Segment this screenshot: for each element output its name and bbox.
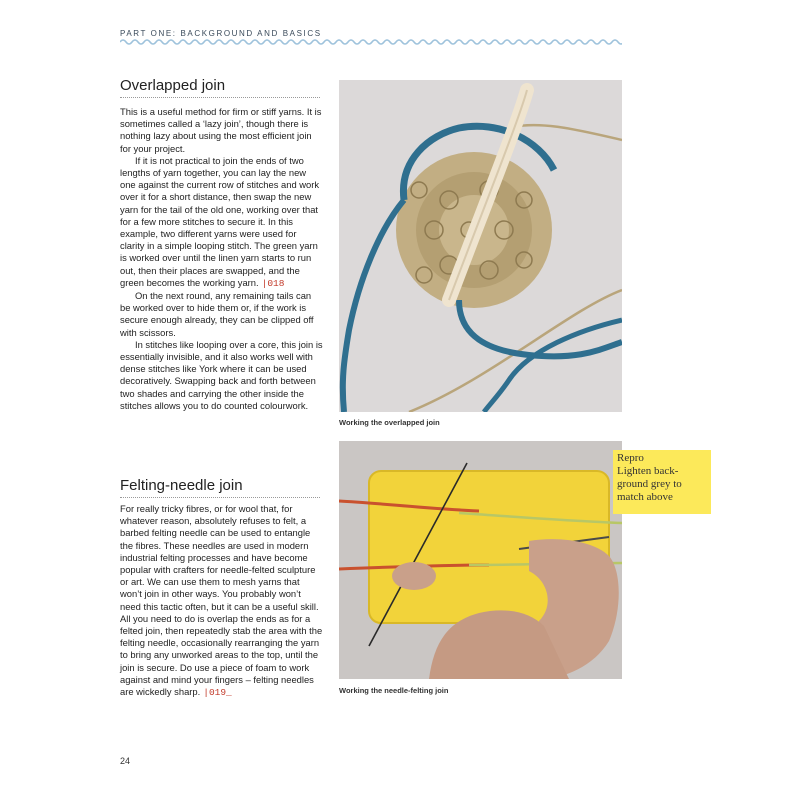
running-head: PART ONE: BACKGROUND AND BASICS — [120, 29, 322, 38]
photo-illustration — [339, 80, 622, 412]
paragraph: In stitches like looping over a core, this join is essentially invisible, and it also works well with dense stitches like York where it can be used decoratively. Swapping back and forth between two shades and carrying the other inside the stitches allows you to do counted colourwork. — [120, 338, 323, 411]
overlapped-join-body — [120, 106, 323, 412]
note-line: Repro — [617, 452, 644, 464]
figure-caption: Working the overlapped join — [339, 418, 440, 427]
paragraph: On the next round, any remaining tails can be worked over to hide them or, if the work is secure enough already, they can be clipped off with scissors. — [120, 290, 314, 338]
photo-needle-felting-join — [339, 441, 622, 679]
paragraph: If it is not practical to join the ends of two lengths of yarn together, you can lay the new one against the current row of stitches and work over it for a short distance, then swap the new yarn for the tail of the old one, working over that for a few more stitches to secure it. In this example, two different yarns were used for clarity in a simple looping stitch. The green yarn is worked over until the linen yarn starts to run out, then their places are swapped, and the green becomes the working yarn. |018 — [120, 154, 320, 289]
note-line: ground grey to — [617, 478, 682, 490]
heading-dotted-rule — [120, 497, 320, 498]
felting-needle-join-body — [120, 503, 323, 699]
wave-rule — [120, 38, 622, 46]
photo-overlapped-join — [339, 80, 622, 412]
paragraph: For really tricky fibres, or for wool that, for whatever reason, absolutely refuses to felt, a barbed felting needle can be used to entangle the fibres. These needles are used in modern industrial felting processes and have become popular with crafters for needle-felted sculpture or art. We can use them to mesh yarns that won’t join in other ways. You probably won’t need this tactic often, but it can be a useful skill. All you need to do is overlap the ends as for a felted join, then repeatedly stab the area with the felting needle, occasionally rearranging the yarn to bring any unworked areas to the top, until the join is secure. Do use a piece of foam to work against and mind your fingers – felting needles are wickedly sharp. |019_ — [120, 503, 323, 699]
image-ref: |019_ — [203, 687, 232, 699]
page-number: 24 — [120, 756, 131, 766]
heading-dotted-rule — [120, 97, 320, 98]
section-heading-overlapped-join: Overlapped join — [120, 77, 226, 94]
note-line: Lighten back- — [617, 465, 679, 477]
photo-illustration — [339, 441, 622, 679]
paragraph: This is a useful method for firm or stiff yarns. It is sometimes called a ‘lazy join’, though there is nothing lazy about using the most efficient join for your project. — [120, 106, 322, 154]
figure-caption: Working the needle-felting join — [339, 686, 449, 695]
note-line: match above — [617, 491, 673, 503]
image-ref: |018 — [261, 277, 285, 289]
section-heading-felting-needle-join: Felting-needle join — [120, 477, 243, 494]
editor-sticky-note — [613, 450, 711, 514]
